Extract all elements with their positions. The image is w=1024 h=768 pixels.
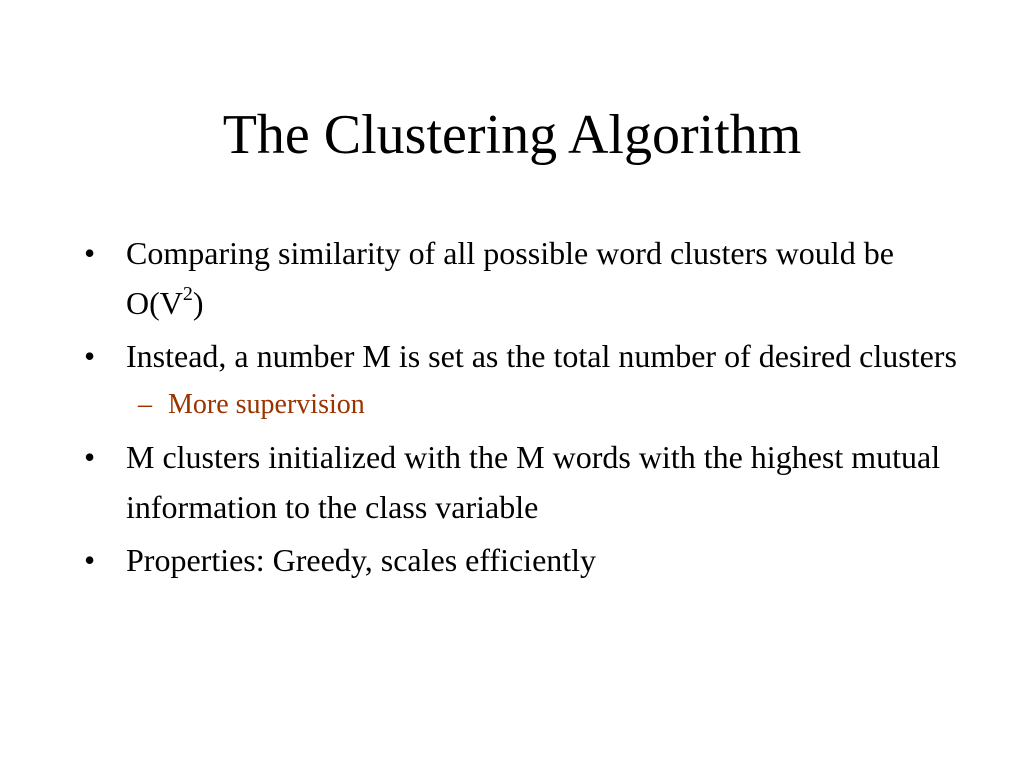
sub-bullet-marker: – [138, 389, 152, 420]
superscript: 2 [182, 283, 193, 305]
bullet-item [84, 535, 964, 585]
bullet-marker: • [84, 542, 96, 578]
sub-bullet-list [126, 381, 964, 429]
bullet-text: Properties: Greedy, scales efficiently [126, 542, 597, 578]
bullet-item [84, 228, 964, 328]
bullet-marker: • [84, 235, 96, 271]
bullet-marker: • [84, 338, 96, 374]
bullet-text-end: ) [192, 285, 204, 321]
bullet-text: Instead, a number M is set as the total number of desired clusters [126, 338, 957, 374]
sub-bullet-text: More supervision [168, 389, 365, 420]
bullet-text: Comparing similarity of all possible word clusters would be O(V [126, 235, 894, 321]
slide-title: The Clustering Algorithm [222, 104, 802, 166]
sub-bullet-item [126, 381, 964, 429]
bullet-item [84, 432, 964, 532]
bullet-text: M clusters initialized with the M words with the highest mutual information to the class variable [126, 439, 941, 525]
bullet-item [84, 331, 964, 429]
bullet-marker: • [84, 439, 96, 475]
bullet-list [84, 228, 964, 588]
